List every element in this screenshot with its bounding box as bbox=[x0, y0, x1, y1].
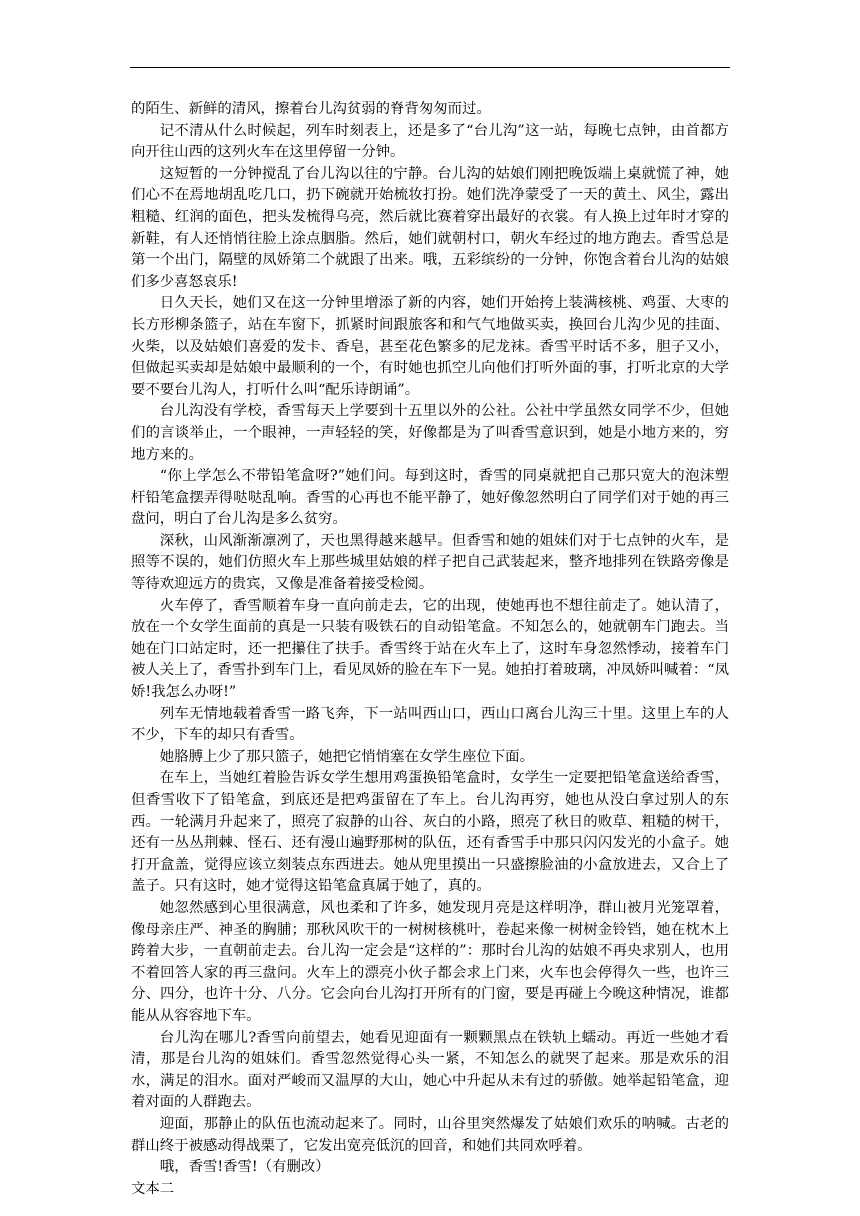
paragraph: 这短暂的一分钟搅乱了台儿沟以往的宁静。台儿沟的姑娘们刚把晚饭端上桌就慌了神，她们心不在焉地胡乱吃几口，扔下碗就开始梳妆打扮。她们洗净蒙受了一天的黄土、风尘，露出粗糙、红润的面色，把头发梳得乌亮，然后就比赛着穿出最好的衣裳。有人换上过年时才穿的新鞋，有人还悄悄往脸上涂点胭脂。然后，她们就朝村口，朝火车经过的地方跑去。香雪总是第一个出门，隔壁的凤娇第二个就跟了出来。哦，五彩缤纷的一分钟，你饱含着台儿沟的姑娘们多少喜怒哀乐! bbox=[131, 165, 729, 290]
paragraph: 她胳膊上少了那只篮子，她把它悄悄塞在女学生座位下面。 bbox=[159, 748, 534, 765]
paragraph: 她忽然感到心里很满意，风也柔和了许多，她发现月亮是这样明净，群山被月光笼罩着，像母亲庄严、神圣的胸脯；那秋风吹干的一树树核桃叶，卷起来像一树树金铃铛，她在枕木上跨着大步，一直朝前走去。台儿沟一定会是“这样的”：那时台儿沟的姑娘不再央求别人，也用不着回答人家的再三盘问。火车上的漂亮小伙子都会求上门来，火车也会停得久一些，也许三分、四分，也许十分、八分。它会向台儿沟打开所有的门窗，要是再碰上今晚这种情况，谁都能从从容容地下车。 bbox=[131, 899, 729, 1024]
section-label: 文本二 bbox=[131, 1180, 175, 1197]
paragraph: 迎面，那静止的队伍也流动起来了。同时，山谷里突然爆发了姑娘们欢乐的呐喊。古老的群山终于被感动得战栗了，它发出宽亮低沉的回音，和她们共同欢呼着。 bbox=[131, 1115, 729, 1154]
paragraph: 的陌生、新鲜的清风，擦着台儿沟贫弱的脊背匆匆而过。 bbox=[131, 101, 491, 117]
paragraph: 记不清从什么时候起，列车时刻表上，还是多了“台儿沟”这一站，每晚七点钟，由首都方向开往山西的这列火车在这里停留一分钟。 bbox=[131, 122, 729, 161]
paragraph: 在车上，当她红着脸告诉女学生想用鸡蛋换铅笔盒时，女学生一定要把铅笔盒送给香雪，但香雪收下了铅笔盒，到底还是把鸡蛋留在了车上。台儿沟再穷，她也从没白拿过别人的东西。一轮满月升起来了，照亮了寂静的山谷、灰白的小路，照亮了秋日的败草、粗糙的树干，还有一丛丛荆棘、怪石、还有漫山遍野那树的队伍，还有香雪手中那只闪闪发光的小盒子。她打开盒盖，觉得应该立刻装点东西进去。她从兜里摸出一只盛擦脸油的小盒放进去，又合上了盖子。只有这时，她才觉得这铅笔盒真属于她了，真的。 bbox=[131, 770, 729, 895]
paragraph: 台儿沟没有学校，香雪每天上学要到十五里以外的公社。公社中学虽然女同学不少，但她们的言谈举止，一个眼神，一声轻轻的笑，好像都是为了叫香雪意识到，她是小地方来的，穷地方来的。 bbox=[131, 403, 729, 463]
paragraph: 深秋，山风渐渐凛冽了，天也黑得越来越早。但香雪和她的姐妹们对于七点钟的火车，是照等不误的，她们仿照火车上那些城里姑娘的样子把自己武装起来，整齐地排列在铁路旁像是等待欢迎远方的贵宾，又像是准备着接受检阅。 bbox=[131, 532, 729, 593]
paragraph: 日久天长，她们又在这一分钟里增添了新的内容，她们开始挎上装满核桃、鸡蛋、大枣的长方形柳条篮子，站在车窗下，抓紧时间跟旅客和和气气地做买卖，换回台儿沟少见的挂面、火柴，以及姑娘们喜爱的发卡、香皂，甚至花色繁多的尼龙袜。香雪平时话不多，胆子又小，但做起买卖却是姑娘中最顺利的一个，有时她也抓空儿向他们打听外面的事，打听北京的大学要不要台儿沟人，打听什么叫“配乐诗朗诵”。 bbox=[131, 295, 729, 398]
paragraph: 火车停了，香雪顺着车身一直向前走去，它的出现，使她再也不想往前走了。她认清了，放在一个女学生面前的真是一只装有吸铁石的自动铅笔盒。不知怎么的，她就朝车门跑去。当她在门口站定时，还一把攥住了扶手。香雪终于站在火车上了，这时车身忽然悸动，接着车门被人关上了，香雪扑到车门上，看见凤娇的脸在车下一晃。她拍打着玻璃，冲凤娇叫喊着：“凤娇!我怎么办呀!” bbox=[131, 597, 729, 701]
paragraph: “你上学怎么不带铅笔盒呀?”她们问。每到这时，香雪的同桌就把自己那只宽大的泡沫塑杆铅笔盒摆弄得哒哒乱响。香雪的心再也不能平静了，她好像忽然明白了同学们对于她的再三盘问，明白了台儿沟是多么贫穷。 bbox=[131, 468, 729, 528]
paragraph: 哦，香雪!香雪!（有删改） bbox=[159, 1159, 330, 1176]
paragraph: 台儿沟在哪儿?香雪向前望去，她看见迎面有一颗颗黑点在铁轨上蠕动。再近一些她才看清，那是台儿沟的姐妹们。香雪忽然觉得心头一紧，不知怎么的就哭了起来。那是欢乐的泪水，满足的泪水。面对严峻而又温厚的大山，她心中升起从未有过的骄傲。她举起铅笔盒，迎着对面的人群跑去。 bbox=[131, 1029, 729, 1111]
document-body bbox=[131, 99, 729, 1200]
paragraph: 列车无情地载着香雪一路飞奔，下一站叫西山口，西山口离台儿沟三十里。这里上车的人不少，下车的却只有香雪。 bbox=[131, 705, 729, 744]
header-rule bbox=[130, 67, 730, 68]
